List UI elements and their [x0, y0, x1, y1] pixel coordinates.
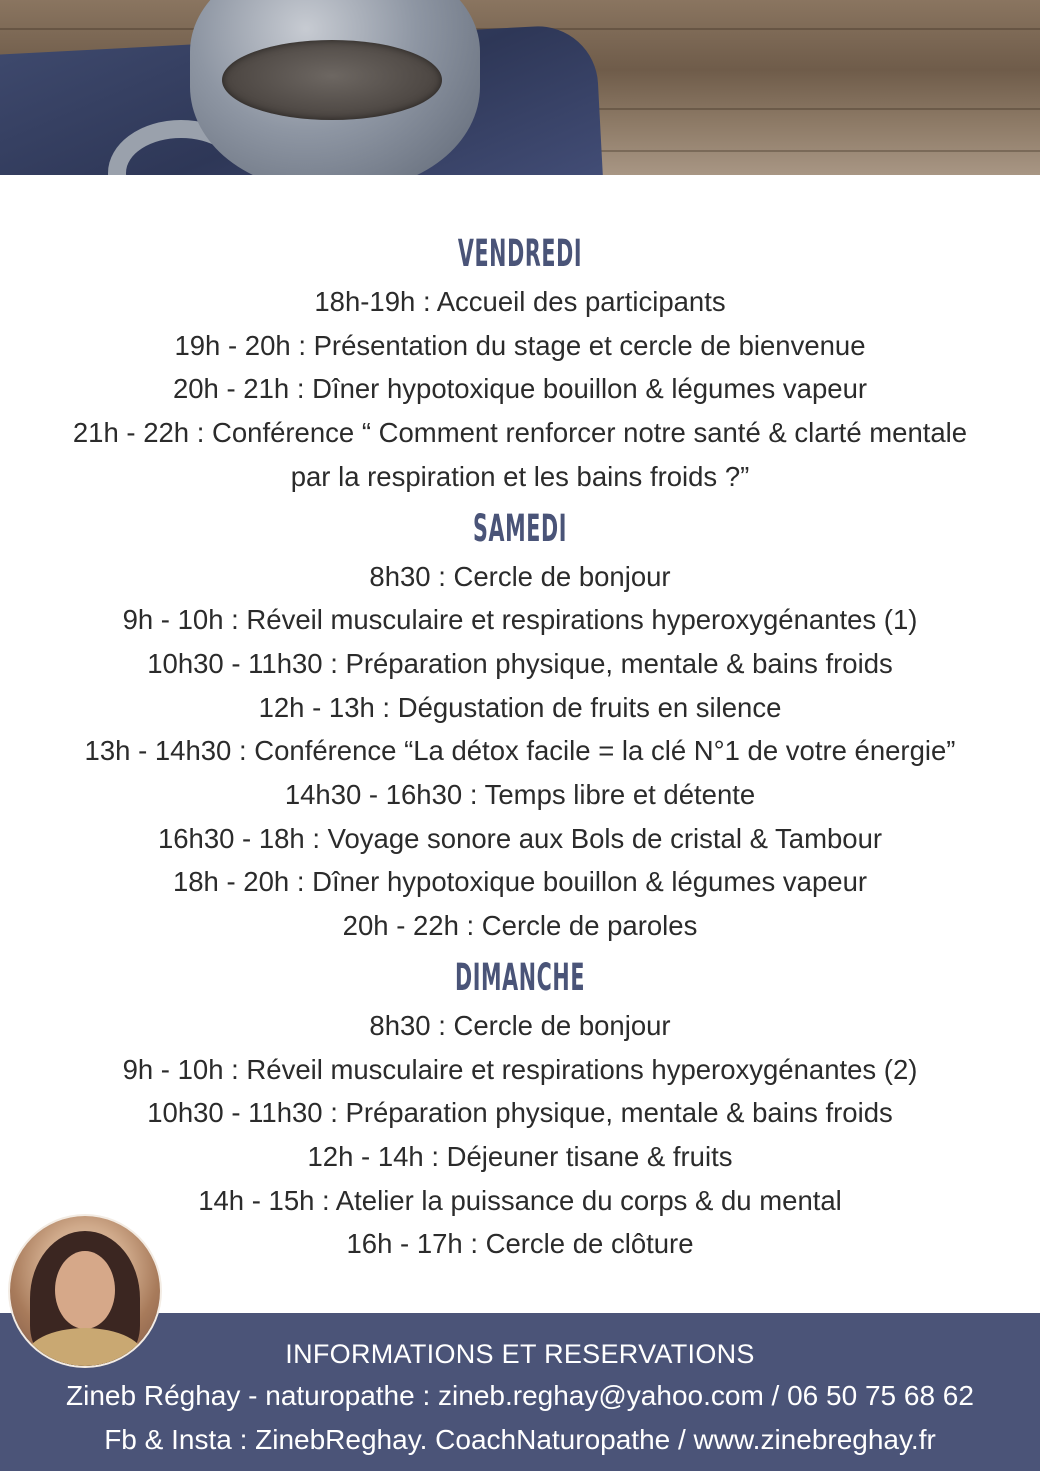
schedule-line: 8h30 : Cercle de bonjour [369, 560, 671, 592]
day-title: VENDREDI [457, 232, 583, 275]
footer-band [0, 1313, 1040, 1471]
schedule-line: 21h - 22h : Conférence “ Comment renforcer notre santé & clarté mentale [72, 417, 968, 449]
schedule-line: 19h - 20h : Présentation du stage et cercle de bienvenue [174, 329, 866, 361]
schedule-line: 16h - 17h : Cercle de clôture [346, 1228, 694, 1260]
schedule-line: 9h - 10h : Réveil musculaire et respirations hyperoxygénantes (2) [122, 1053, 918, 1085]
schedule-line: 20h - 22h : Cercle de paroles [342, 910, 698, 942]
footer-social: Fb & Insta : ZinebReghay. CoachNaturopathe / www.zinebreghay.fr [104, 1424, 936, 1455]
schedule-line: 10h30 - 11h30 : Préparation physique, mentale & bains froids [147, 647, 893, 679]
avatar [10, 1216, 160, 1366]
header-photo [0, 0, 1040, 175]
schedule-line: par la respiration et les bains froids ?” [290, 460, 750, 492]
schedule-line: 18h - 20h : Dîner hypotoxique bouillon & légumes vapeur [172, 866, 868, 898]
day-samedi [0, 503, 1040, 948]
schedule-line: 20h - 21h : Dîner hypotoxique bouillon & légumes vapeur [172, 373, 868, 405]
cup-liquid [222, 40, 442, 120]
schedule-line: 12h - 13h : Dégustation de fruits en silence [258, 691, 782, 723]
schedule-line: 12h - 14h : Déjeuner tisane & fruits [307, 1140, 733, 1172]
schedule-line: 14h30 - 16h30 : Temps libre et détente [284, 779, 756, 811]
schedule-line: 8h30 : Cercle de bonjour [369, 1009, 671, 1041]
day-dimanche [0, 952, 1040, 1266]
footer-contact: Zineb Réghay - naturopathe : zineb.reghay@yahoo.com / 06 50 75 68 62 [66, 1380, 974, 1411]
day-title: SAMEDI [472, 506, 568, 550]
day-vendredi [0, 228, 1040, 499]
avatar-face [55, 1251, 115, 1329]
schedule-line: 16h30 - 18h : Voyage sonore aux Bols de cristal & Tambour [157, 822, 883, 854]
schedule-line: 9h - 10h : Réveil musculaire et respirations hyperoxygénantes (1) [122, 604, 918, 636]
schedule-line: 10h30 - 11h30 : Préparation physique, mentale & bains froids [147, 1097, 893, 1129]
day-title: DIMANCHE [454, 955, 586, 999]
schedule-line: 13h - 14h30 : Conférence “La détox facile = la clé N°1 de votre énergie” [84, 735, 956, 767]
schedule-line: 14h - 15h : Atelier la puissance du corps & du mental [198, 1184, 842, 1216]
schedule [0, 228, 1040, 1270]
schedule-line: 18h-19h : Accueil des participants [314, 286, 726, 317]
footer-title: INFORMATIONS ET RESERVATIONS [285, 1339, 755, 1369]
